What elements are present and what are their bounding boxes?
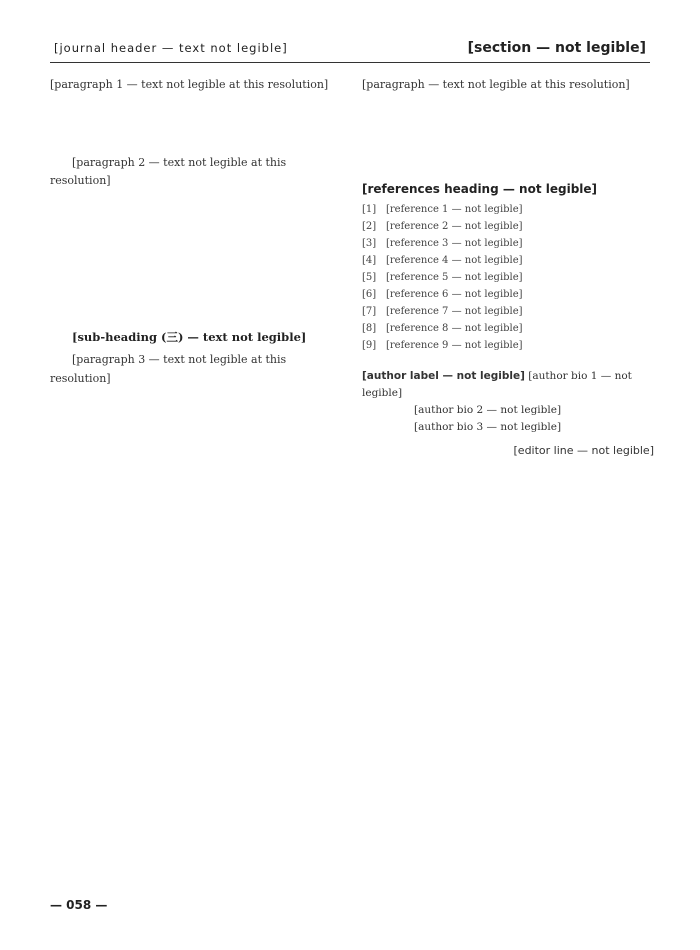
author-bio: [author bio 1 — not legible] — [362, 370, 632, 399]
reference-number: [3] — [362, 238, 377, 249]
reference-item — [362, 202, 654, 218]
reference-text: [reference 2 — not legible] — [386, 221, 523, 232]
reference-text: [reference 1 — not legible] — [386, 204, 523, 215]
reference-text: [reference 6 — not legible] — [386, 289, 523, 300]
references-heading: [references heading — not legible] — [362, 182, 598, 196]
running-header — [50, 38, 650, 63]
author-bio: [author bio 3 — not legible] — [414, 421, 562, 433]
reference-number: [4] — [362, 255, 377, 266]
author-bio: [author bio 2 — not legible] — [414, 404, 562, 416]
reference-number: [5] — [362, 272, 377, 283]
reference-number: [8] — [362, 323, 377, 334]
reference-number: [9] — [362, 340, 377, 351]
reference-number: [1] — [362, 204, 377, 215]
reference-text: [reference 3 — not legible] — [386, 238, 523, 249]
section-subheading: [sub-heading (三) — text not legible] — [72, 330, 307, 345]
page-number: — 058 — — [50, 898, 108, 912]
journal-title: [journal header — text not legible] — [54, 41, 288, 55]
reference-text: [reference 8 — not legible] — [386, 323, 523, 334]
section-label: [section — not legible] — [467, 40, 646, 56]
reference-text: [reference 7 — not legible] — [386, 306, 523, 317]
reference-item — [362, 338, 654, 354]
author-line — [362, 368, 654, 402]
reference-item — [362, 321, 654, 337]
reference-item — [362, 270, 654, 286]
author-label: [author label — not legible] — [362, 370, 525, 382]
reference-number: [2] — [362, 221, 377, 232]
reference-number: [7] — [362, 306, 377, 317]
editor-credit: [editor line — not legible] — [513, 444, 654, 457]
body-paragraph: [paragraph 2 — text not legible at this resolution] — [50, 155, 287, 187]
reference-list — [362, 202, 654, 354]
reference-item — [362, 236, 654, 252]
reference-item — [362, 287, 654, 303]
reference-text: [reference 5 — not legible] — [386, 272, 523, 283]
reference-item — [362, 304, 654, 320]
reference-item — [362, 253, 654, 269]
right-column — [362, 76, 654, 876]
reference-text: [reference 9 — not legible] — [386, 340, 523, 351]
reference-text: [reference 4 — not legible] — [386, 255, 523, 266]
body-paragraph: [paragraph 3 — text not legible at this resolution] — [50, 353, 287, 385]
reference-number: [6] — [362, 289, 377, 300]
author-info — [362, 368, 654, 436]
left-column — [50, 76, 342, 876]
body-paragraph: [paragraph 1 — text not legible at this resolution] — [50, 78, 329, 91]
body-paragraph: [paragraph — text not legible at this resolution] — [362, 78, 630, 91]
reference-item — [362, 219, 654, 235]
